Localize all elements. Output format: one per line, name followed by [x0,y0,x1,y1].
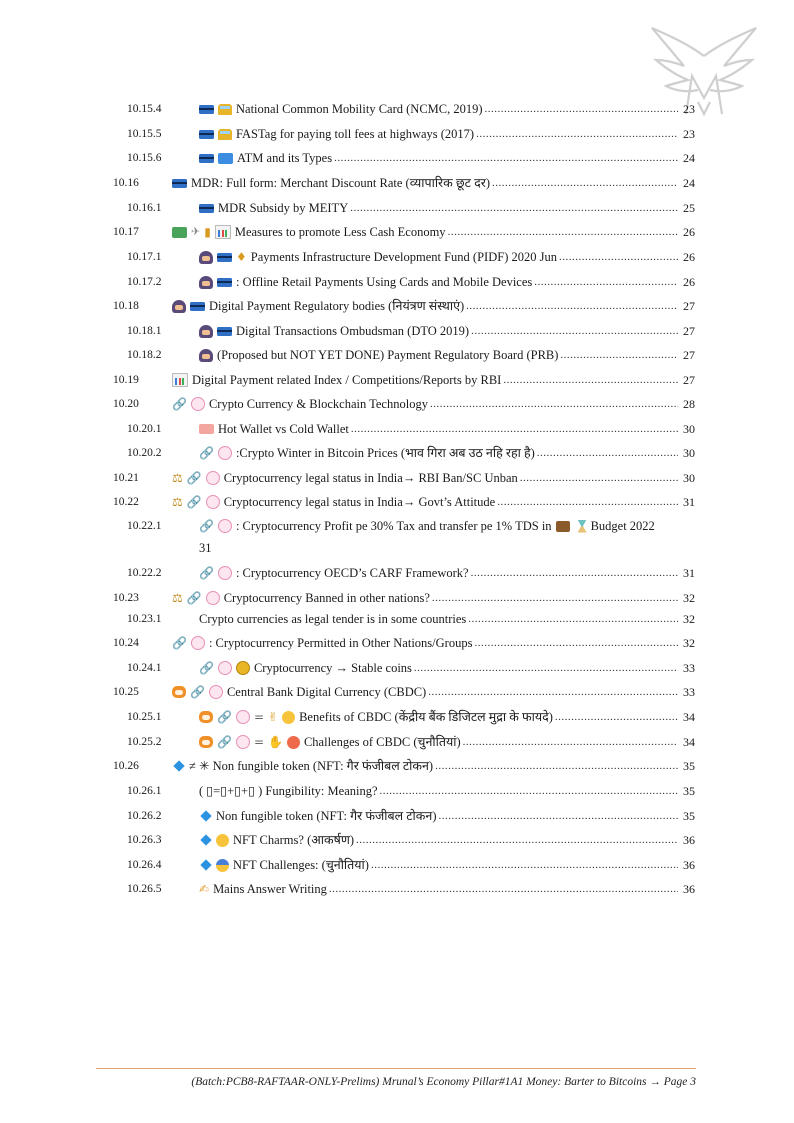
toc-entry-title: : Cryptocurrency Profit pe 30% Tax and transfer pe 1% TDS in [235,519,552,533]
link-icon: 🔗 [217,710,232,724]
toc-number: 10.18.1 [127,325,162,337]
toc-page-number: 32 [683,636,695,650]
toc-entry-title: Cryptocurrency → Stable coins [253,661,412,675]
writing-hand-icon: ✍ [199,882,210,896]
toc-number: 10.17 [113,226,139,238]
toc-leader-dots [432,590,678,606]
page-footer: (Batch:PCB8-RAFTAAR-ONLY-Prelims) Mrunal’s Economy Pillar#1A1 Money: Barter to Bitcoins → Page 3 [191,1076,696,1088]
piggy-icon: ♦ [236,250,247,264]
toc-entry-title: National Common Mobility Card (NCMC, 2019) [236,102,483,116]
toc-row[interactable] [0,855,794,875]
detective-icon [199,276,213,289]
toc-entry-title: Payments Infrastructure Development Fund (PIDF) 2020 Jun [250,250,557,264]
toc-leader-dots [497,494,678,510]
toc-row[interactable] [0,345,794,365]
toc-row[interactable] [0,781,794,801]
toc-page-number: 33 [683,661,695,675]
toc-page-number: 27 [683,373,695,387]
toc-entry-title: Benefits of CBDC (केंद्रीय बैंक डिजिटल मुद्रा के फायदे) [299,710,553,724]
toc-number: 10.26.2 [127,810,162,822]
toc-page-number: 30 [683,422,695,436]
toc-number: 10.26.1 [127,785,162,797]
toc-leader-dots [428,684,678,700]
toc-row[interactable] [0,272,794,292]
detective-icon [172,300,186,313]
toc-page-number: 28 [683,397,695,411]
toc-leader-dots [555,709,678,725]
toc-leader-dots [520,470,678,486]
toc-entry-title: MDR: Full form: Merchant Discount Rate (व्यापारिक छूट दर) [191,176,490,190]
toc-page-number: 31 [683,566,695,580]
medal-icon [236,661,250,675]
toc-entry-title: Hot Wallet vs Cold Wallet [218,422,349,436]
toc-page-number: 35 [683,784,695,798]
toc-number: 10.15.5 [127,128,162,140]
toc-row[interactable] [0,419,794,439]
card-icon [217,327,232,336]
blossom-icon [236,735,250,749]
toc-leader-dots [476,126,678,142]
toc-page-number: 26 [683,225,695,239]
toc-page-number: 32 [683,612,695,626]
toc-entry-title: Cryptocurrency legal status in India→ RBI Ban/SC Unban [223,471,518,485]
toc-leader-dots [334,150,678,166]
toc-page-number: 23 [683,102,695,116]
toc-entry-title: ATM and its Types [237,151,333,165]
toc-row[interactable] [0,806,794,826]
toc-page-number: 31 [683,495,695,509]
link-icon: 🔗 [172,636,187,650]
toc-leader-dots [560,347,678,363]
toc-number: 10.25 [113,686,139,698]
card-icon [217,278,232,287]
blossom-icon [236,710,250,724]
toc-leader-dots [329,881,678,897]
star-eyes-icon [216,834,229,847]
card-icon [199,204,214,213]
toc-row[interactable] [0,756,794,776]
scale-icon: ⚖ [172,495,183,509]
equals-sign: = [253,710,265,724]
toc-page-number: 27 [683,324,695,338]
toc-page-number: 31 [199,541,212,555]
toc-entry-title: (Proposed but NOT YET DONE) Payment Regulatory Board (PRB) [217,348,559,362]
briefcase-icon [556,521,570,532]
toc-entry-title: Cryptocurrency Banned in other nations? [223,591,430,605]
toc-page-number: 36 [683,882,695,896]
toc-row[interactable] [0,879,794,899]
atm-icon [218,153,233,164]
toc-row[interactable] [0,658,794,678]
link-icon: 🔗 [199,566,214,580]
toc-row[interactable] [0,296,794,316]
toc-row[interactable] [0,247,794,267]
toc-entry-title: Digital Payment related Index / Competitions/Reports by RBI [192,373,502,387]
toc-leader-dots [534,274,678,290]
toc-leader-dots [430,396,678,412]
toc-row[interactable] [0,124,794,144]
hourglass-icon [578,520,587,533]
link-icon: 🔗 [199,661,214,675]
toc-entry-title: Non fungible token (NFT: गैर फंजीबल टोकन) [216,809,437,823]
toc-number: 10.17.2 [127,276,162,288]
card-icon [217,253,232,262]
toc-entry-title: : Cryptocurrency OECD’s CARF Framework? [235,566,469,580]
satellite-icon: ✈ [191,225,201,238]
toc-leader-dots [351,421,678,437]
bus-icon [218,104,232,115]
toc-number: 10.16.1 [127,202,162,214]
toc-entry-title: ( ▯=▯+▯+▯ ) Fungibility: Meaning? [199,784,378,798]
toc-entry-title: NFT Charms? (आकर्षण) [233,833,355,847]
toc-page-number: 24 [683,151,695,165]
toc-row[interactable] [0,707,794,727]
detective-icon [199,325,213,338]
toc-leader-dots [356,832,678,848]
blossom-icon [218,519,232,533]
raised-hand-icon: ✋ [268,735,283,749]
toc-row[interactable] [0,492,794,512]
toc-row[interactable] [0,173,794,193]
smiling-face-icon [282,711,295,724]
toc-leader-dots [537,445,678,461]
card-icon [190,302,205,311]
link-icon: 🔗 [190,685,205,699]
toc-number: 10.26.3 [127,834,162,846]
link-icon: 🔗 [172,397,187,411]
toc-leader-dots [485,101,678,117]
toc-entry-title: FASTag for paying toll fees at highways (2017) [236,127,475,141]
toc-number: 10.20.2 [127,447,162,459]
wallet-icon [199,424,214,434]
link-icon: 🔗 [186,471,202,485]
toc-page-number: 26 [683,275,695,289]
blossom-icon [218,661,232,675]
toc-leader-dots [463,734,678,750]
toc-leader-dots [371,857,678,873]
toc-page-number: 26 [683,250,695,264]
toc-leader-dots [471,323,678,339]
tiger-icon [172,686,186,698]
toc-page-number: 24 [683,176,695,190]
equals-sign: = [253,735,265,749]
toc-page-number: 23 [683,127,695,141]
toc-row[interactable] [0,370,794,390]
toc-page-number: 34 [683,735,695,749]
diamond-icon [200,810,211,821]
toc-number: 10.23 [113,592,139,604]
toc-entry-title: Digital Transactions Ombudsman (DTO 2019) [236,324,470,338]
bus-icon [218,129,232,140]
toc-page-number: 36 [683,833,695,847]
toc-number: 10.18 [113,300,139,312]
toc-page-number: 30 [683,471,695,485]
card-icon [199,130,214,139]
blossom-icon [206,495,220,509]
card-icon [199,105,214,114]
toc-entry-title: ≠ ✳ Non fungible token (NFT: गैर फंजीबल टोकन) [189,759,434,773]
toc-row[interactable] [0,394,794,414]
toc-leader-dots [503,372,678,388]
toc-number: 10.19 [113,374,139,386]
toc-entry-title: Crypto Currency & Blockchain Technology [208,397,428,411]
blossom-icon [209,685,223,699]
toc-page-number: 30 [683,446,695,460]
blossom-icon [218,566,232,580]
toc-number: 10.22 [113,496,139,508]
toc-row[interactable] [0,732,794,752]
toc-leader-dots [350,200,678,216]
toc-row[interactable] [0,443,794,463]
toc-page-number: 27 [683,299,695,313]
toc-number: 10.20.1 [127,423,162,435]
toc-row[interactable] [0,198,794,218]
toc-leader-dots [466,298,678,314]
tiger-icon [199,736,213,748]
toc-number: 10.25.1 [127,711,162,723]
toc-leader-dots [435,758,678,774]
toc-number: 10.22.1 [127,520,162,532]
toc-row[interactable] [0,563,794,583]
toc-number: 10.26.5 [127,883,162,895]
blossom-icon [206,591,220,605]
toc-page-number: 33 [683,685,695,699]
lipstick-icon: ▮ [204,225,211,239]
toc-leader-dots [474,635,678,651]
toc-entry-title: Measures to promote Less Cash Economy [234,225,446,239]
toc-leader-dots [414,660,678,676]
toc-entry-title: Cryptocurrency legal status in India→ Govt’s Attitude [223,495,496,509]
bar-chart-icon [172,373,188,387]
toc-number: 10.18.2 [127,349,162,361]
toc-page-number: 25 [683,201,695,215]
toc-leader-dots [471,565,678,581]
toc-entry-title: MDR Subsidy by MEITY [218,201,349,215]
scale-icon: ⚖ [172,591,183,605]
toc-number: 10.22.2 [127,567,162,579]
toc-row[interactable] [0,633,794,653]
toc-leader-dots [380,783,678,799]
toc-number: 10.26.4 [127,859,162,871]
detective-icon [199,349,213,362]
toc-row[interactable] [0,468,794,488]
link-icon: 🔗 [186,591,202,605]
toc-entry-title: Digital Payment Regulatory bodies (नियंत्रण संस्थाएं) [209,299,465,313]
toc-leader-dots [468,611,678,627]
toc-number: 10.20 [113,398,139,410]
toc-entry-title: Crypto currencies as legal tender is in some countries [199,612,467,626]
toc-row[interactable] [0,682,794,702]
toc-page-number: 32 [683,591,695,605]
toc-number: 10.15.4 [127,103,162,115]
toc-number: 10.24.1 [127,662,162,674]
fear-face-icon [216,859,229,872]
footer-divider [96,1068,696,1069]
toc-page-number: 34 [683,710,695,724]
toc-row[interactable] [0,516,794,555]
toc-entry-title: Challenges of CBDC (चुनौतियां) [303,735,461,749]
toc-page-number: 27 [683,348,695,362]
blossom-icon [218,446,232,460]
toc-number: 10.25.2 [127,736,162,748]
money-icon [172,227,187,238]
toc-entry-title: Central Bank Digital Currency (CBDC) [226,685,427,699]
toc-page-number: 36 [683,858,695,872]
toc-page-number: 35 [683,809,695,823]
toc-leader-dots [492,175,678,191]
toc-number: 10.23.1 [127,613,162,625]
blossom-icon [191,636,205,650]
scale-icon: ⚖ [172,471,183,485]
blossom-icon [206,471,220,485]
toc-entry-title: Mains Answer Writing [213,882,327,896]
toc-page-number: 35 [683,759,695,773]
toc-number: 10.21 [113,472,139,484]
toc-entry-title: NFT Challenges: (चुनौतियां) [233,858,369,872]
toc-row[interactable] [0,588,794,608]
toc-number: 10.16 [113,177,139,189]
toc-entry-title: : Offline Retail Payments Using Cards and Mobile Devices [236,275,533,289]
toc-row[interactable] [0,148,794,168]
toc-number: 10.26 [113,760,139,772]
toc-number: 10.15.6 [127,152,162,164]
chart-up-icon [215,225,231,239]
toc-row[interactable] [0,321,794,341]
tiger-icon [199,711,213,723]
toc-entry-title-tail: Budget 2022 [590,519,655,533]
toc-entry-title: :Crypto Winter in Bitcoin Prices (भाव गिरा अब उठ नहि रहा है) [235,446,535,460]
angry-face-icon [287,736,300,749]
toc-row[interactable] [0,222,794,242]
diamond-icon [200,859,211,870]
toc-leader-dots [559,249,678,265]
card-icon [172,179,187,188]
blossom-icon [191,397,205,411]
toc-number: 10.24 [113,637,139,649]
detective-icon [199,251,213,264]
toc-number: 10.17.1 [127,251,162,263]
link-icon: 🔗 [186,495,202,509]
toc-leader-dots [438,808,678,824]
toc-row[interactable] [0,609,794,629]
link-icon: 🔗 [199,519,214,533]
toc-row[interactable] [0,830,794,850]
card-icon [199,154,214,163]
toc-leader-dots [448,224,678,240]
toc-entry-title: : Cryptocurrency Permitted in Other Nations/Groups [208,636,473,650]
diamond-icon [173,760,184,771]
ok-hand-icon: ✌ [268,710,279,724]
link-icon: 🔗 [199,446,214,460]
link-icon: 🔗 [217,735,232,749]
diamond-icon [200,834,211,845]
toc-row[interactable] [0,99,794,119]
